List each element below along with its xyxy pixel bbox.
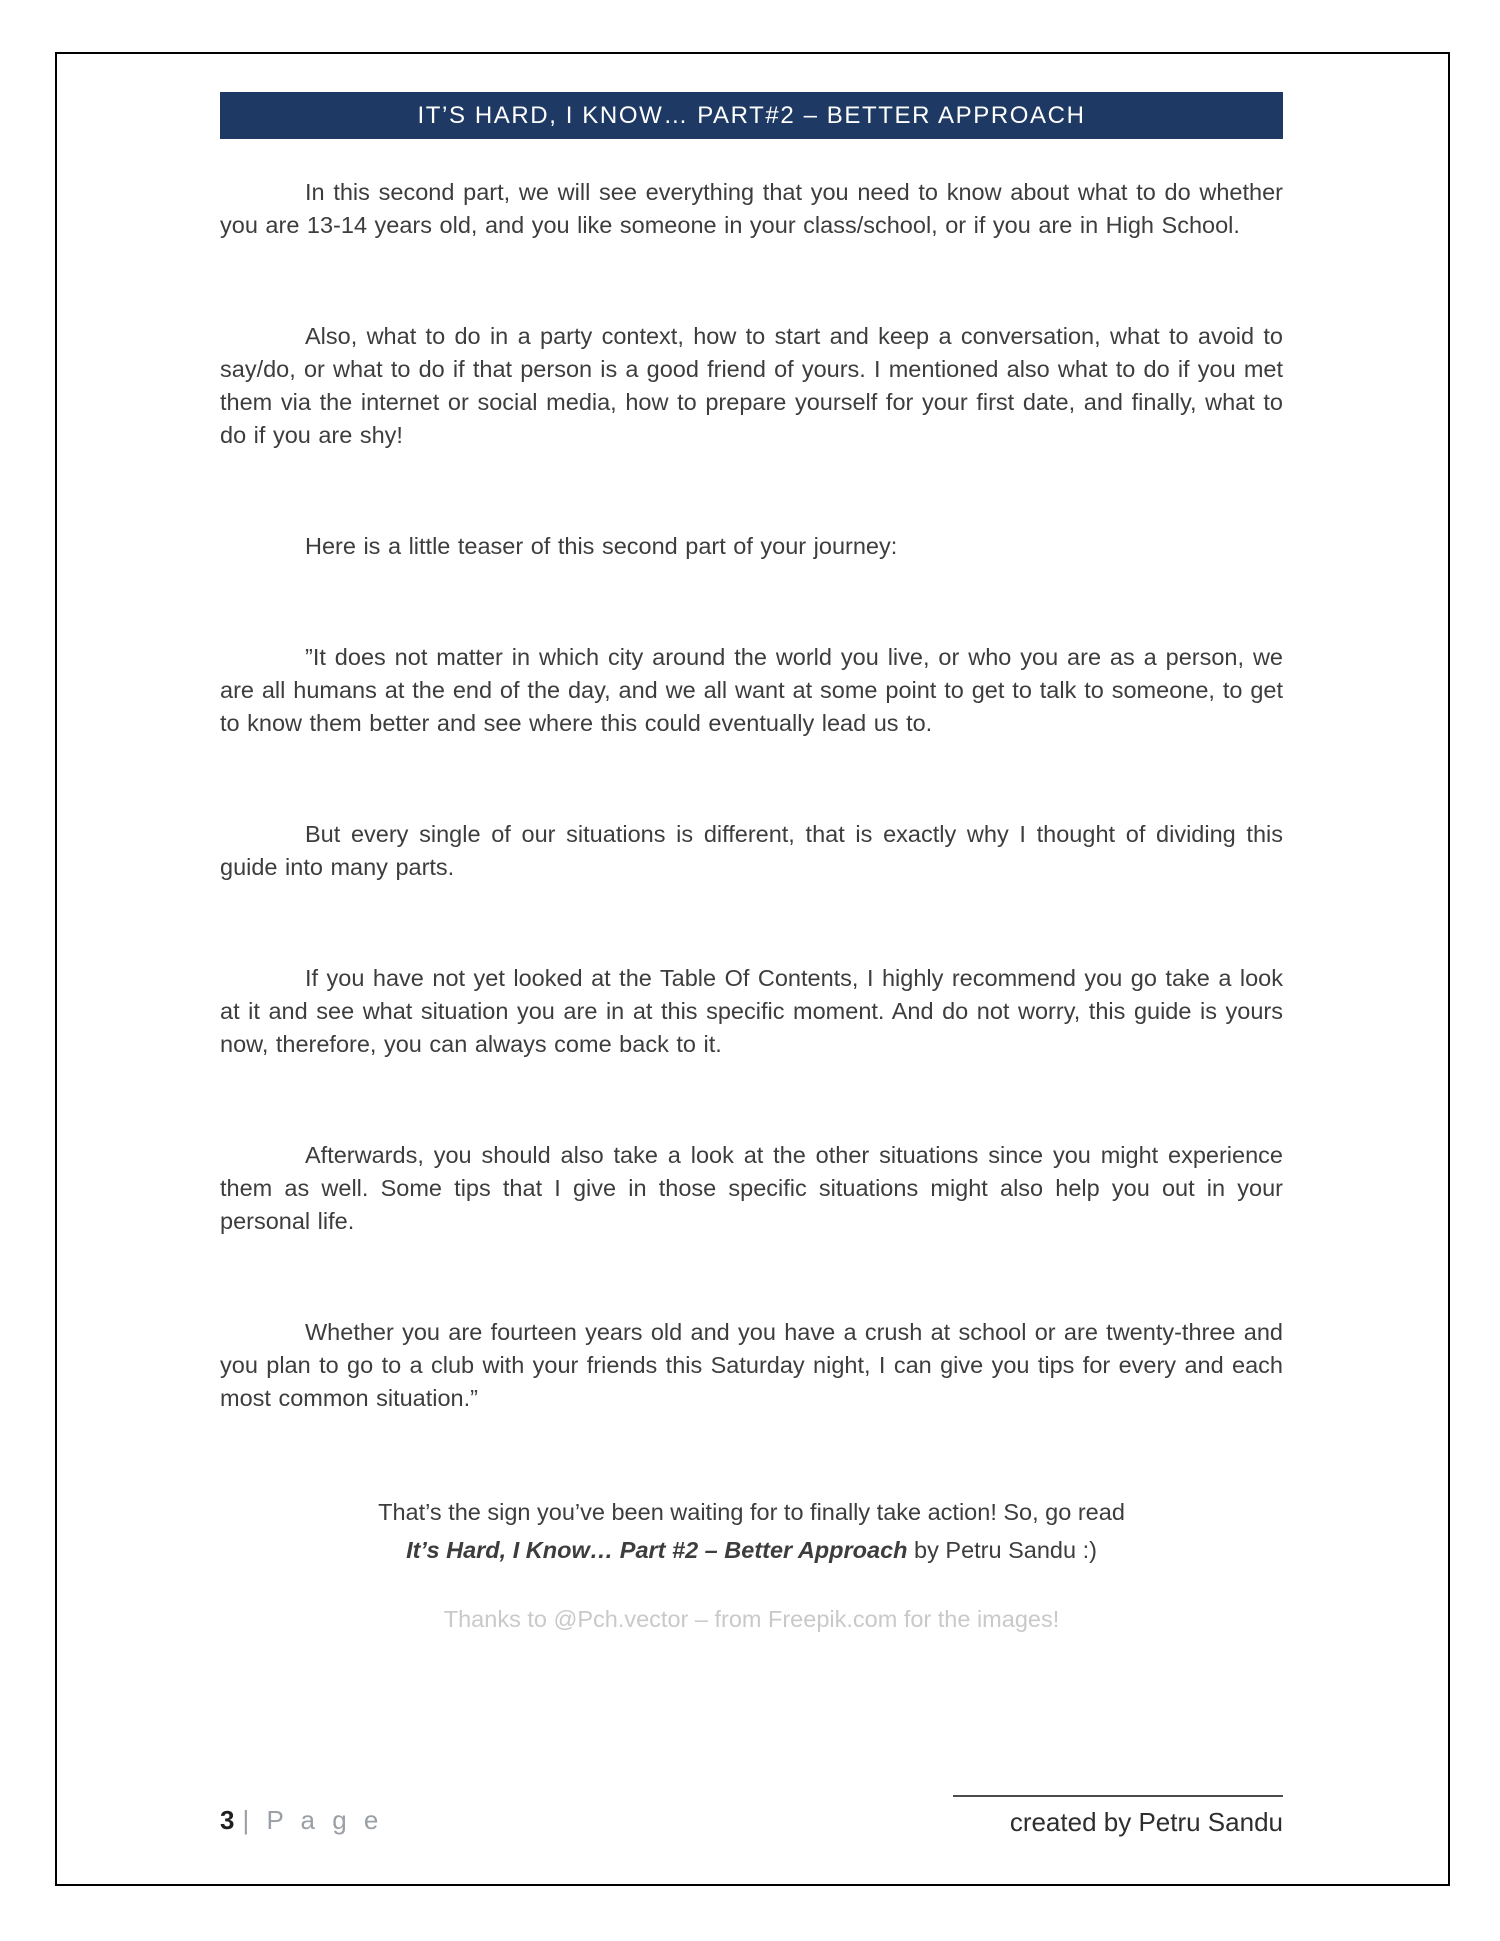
section-title: IT’S HARD, I KNOW… PART#2 – BETTER APPROACH bbox=[417, 101, 1086, 129]
closing-suffix: by Petru Sandu :) bbox=[907, 1537, 1097, 1563]
page-number-block bbox=[220, 1805, 383, 1838]
paragraph-1: In this second part, we will see everything that you need to know about what to do whether you are 13-14 years old, and you like someone in your class/school, or if you are in High School. bbox=[220, 179, 1283, 238]
page-number: 3 bbox=[220, 1805, 235, 1835]
page-border bbox=[55, 52, 1450, 1886]
paragraph-7: Afterwards, you should also take a look at the other situations since you might experience them as well. Some tips that I give in those specific situations might also help you out in your personal life. bbox=[220, 1142, 1283, 1234]
paragraph-3: Here is a little teaser of this second part of your journey: bbox=[305, 533, 898, 559]
page-label: | P a g e bbox=[242, 1805, 384, 1835]
credits-line: Thanks to @Pch.vector – from Freepik.com for the images! bbox=[443, 1606, 1060, 1632]
paragraph-5: But every single of our situations is different, that is exactly why I thought of dividing this guide into many parts. bbox=[220, 821, 1283, 880]
paragraph-6: If you have not yet looked at the Table Of Contents, I highly recommend you go take a look at it and see what situation you are in at this specific moment. And do not worry, this guide is yours now, therefore, you can always come back to it. bbox=[220, 965, 1283, 1057]
book-title: It’s Hard, I Know… Part #2 – Better Approach bbox=[406, 1537, 908, 1563]
section-header bbox=[220, 92, 1283, 139]
paragraph-8: Whether you are fourteen years old and you have a crush at school or are twenty-three and you plan to go to a club with your friends this Saturday night, I can give you tips for every and each most common situation.” bbox=[220, 1319, 1283, 1411]
paragraph-4: ”It does not matter in which city around the world you live, or who you are as a person, we are all humans at the end of the day, and we all want at some point to get to talk to someone, to get to know them better and see where this could eventually lead us to. bbox=[220, 644, 1283, 736]
page-content bbox=[220, 176, 1283, 1636]
closing-paragraph bbox=[220, 1493, 1283, 1569]
footer-credit: created by Petru Sandu bbox=[953, 1795, 1283, 1838]
closing-line1: That’s the sign you’ve been waiting for to finally take action! So, go read bbox=[378, 1499, 1125, 1525]
paragraph-2: Also, what to do in a party context, how to start and keep a conversation, what to avoid to say/do, or what to do if that person is a good friend of yours. I mentioned also what to do if you met them via the internet or social media, how to prepare yourself for your first date, and finally, what to do if you are shy! bbox=[220, 323, 1283, 448]
page-footer bbox=[220, 1795, 1283, 1838]
